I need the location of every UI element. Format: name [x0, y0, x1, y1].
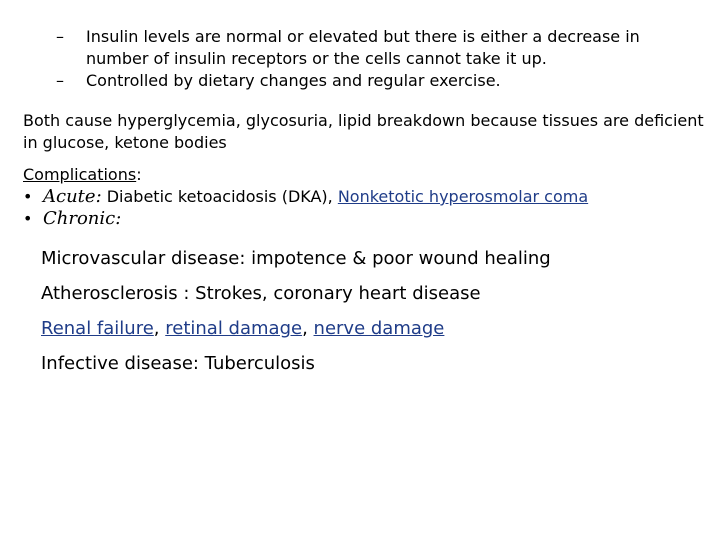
heading-colon: : [136, 165, 142, 184]
list-item-text: Insulin levels are normal or elevated but there is either a decrease in number of insulin receptors or the cells cannot take it up. [86, 27, 640, 68]
damage-links-line [41, 314, 711, 349]
nonketotic-coma-link[interactable]: Nonketotic hyperosmolar coma [337, 187, 589, 206]
chronic-bullet [23, 208, 713, 230]
microvascular-line: Microvascular disease: impotence & poor wound healing [41, 248, 551, 269]
acute-colon: : [95, 186, 102, 207]
dash-marker: – [56, 71, 64, 90]
acute-label: Acute [43, 186, 96, 207]
list-item [56, 26, 706, 70]
list-item [56, 70, 706, 92]
separator-comma: , [302, 318, 314, 339]
chronic-label: Chronic [43, 208, 116, 229]
summary-paragraph: Both cause hyperglycemia, glycosuria, lipid breakdown because tissues are deficient in glucose, ketone bodies [23, 111, 704, 152]
chronic-colon: : [115, 208, 122, 229]
chronic-items [41, 244, 711, 384]
bullet-marker: • [23, 187, 33, 206]
type2-details-list [56, 26, 706, 92]
separator-comma: , [153, 318, 166, 339]
complications-heading-text: Complications [23, 165, 137, 184]
retinal-damage-link[interactable]: retinal damage [165, 318, 303, 339]
dash-marker: – [56, 27, 64, 46]
complications-section [23, 164, 713, 230]
renal-failure-link[interactable]: Renal failure [41, 318, 154, 339]
acute-text: Diabetic ketoacidosis (DKA), [101, 187, 338, 206]
atherosclerosis-line: Atherosclerosis : Strokes, coronary heart disease [41, 283, 481, 304]
complications-heading [23, 164, 713, 186]
infective-line: Infective disease: Tuberculosis [41, 353, 315, 374]
nerve-damage-link[interactable]: nerve damage [313, 318, 445, 339]
bullet-marker: • [23, 209, 33, 228]
list-item-text: Controlled by dietary changes and regular exercise. [86, 71, 501, 90]
acute-bullet [23, 186, 713, 208]
